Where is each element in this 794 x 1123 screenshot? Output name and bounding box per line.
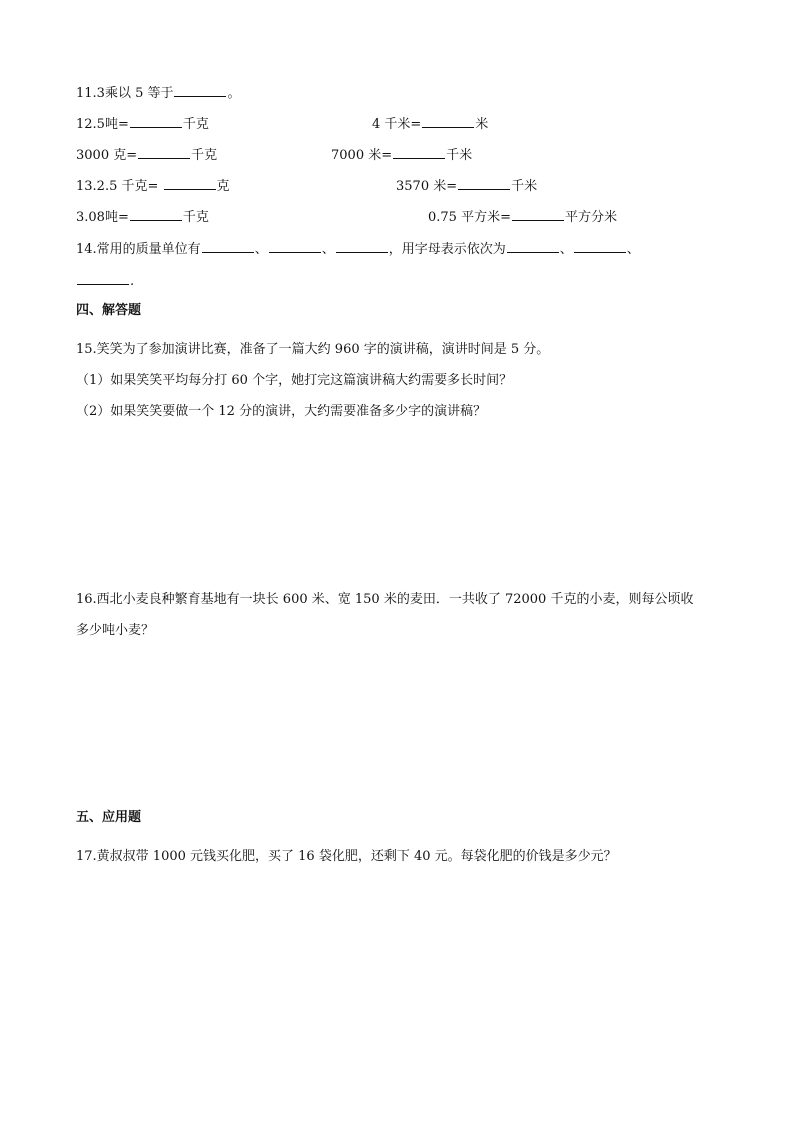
q13-right-prompt: 3570 米= — [396, 179, 458, 194]
q14-intro: 14.常用的质量单位有 — [76, 242, 201, 257]
question-12-line2-left — [76, 146, 217, 165]
question-12-line2-right — [331, 146, 472, 165]
answer-blank[interactable] — [130, 208, 182, 221]
question-13-left — [76, 177, 230, 196]
answer-blank[interactable] — [574, 240, 626, 253]
question-11 — [76, 84, 241, 103]
question-13-line2-left — [76, 208, 209, 227]
question-15-part1: （1）如果笑笑平均每分打 60 个字，她打完这篇演讲稿大约需要多长时间？ — [76, 373, 513, 388]
q12-l2-left-prompt: 3000 克= — [76, 148, 138, 163]
q13-l2-right-unit: 平方分米 — [564, 210, 617, 225]
answer-blank[interactable] — [512, 208, 564, 221]
answer-blank[interactable] — [393, 146, 445, 159]
q14-sep: 、 — [321, 242, 335, 257]
answer-blank[interactable] — [269, 240, 321, 253]
answer-blank[interactable] — [202, 240, 254, 253]
q13-l2-left-prompt: 3.08吨= — [76, 210, 129, 225]
section-5-title: 五、应用题 — [76, 810, 142, 825]
q12-left-unit: 千克 — [182, 117, 209, 132]
answer-blank[interactable] — [174, 84, 226, 97]
q12-right-unit: 米 — [475, 117, 489, 132]
q14-sep: 、 — [254, 242, 268, 257]
question-16-line1: 16.西北小麦良种繁育基地有一块长 600 米、宽 150 米的麦田．一共收了 72000 千克的小麦，则每公顷收 — [76, 592, 694, 607]
q13-right-unit: 千米 — [511, 179, 538, 194]
q14-mid: ，用字母表示依次为 — [388, 242, 506, 257]
q14-sep: 、 — [626, 242, 640, 257]
question-17: 17.黄叔叔带 1000 元钱买化肥，买了 16 袋化肥，还剩下 40 元。每袋化肥的价钱是多少元？ — [76, 849, 617, 864]
q13-l2-right-prompt: 0.75 平方米= — [428, 210, 511, 225]
question-12-right — [372, 115, 488, 134]
question-14 — [76, 240, 640, 259]
answer-blank[interactable] — [458, 177, 510, 190]
q14-end: . — [130, 274, 135, 289]
q12-left-prompt: 12.5吨= — [76, 117, 129, 132]
answer-blank[interactable] — [422, 115, 474, 128]
answer-blank[interactable] — [138, 146, 190, 159]
q12-l2-right-unit: 千米 — [446, 148, 473, 163]
q13-l2-left-unit: 千克 — [182, 210, 209, 225]
question-15-part2: （2）如果笑笑要做一个 12 分的演讲，大约需要准备多少字的演讲稿？ — [76, 404, 487, 419]
question-14-line2 — [76, 272, 134, 291]
q12-l2-right-prompt: 7000 米= — [331, 148, 393, 163]
question-13-right — [396, 177, 537, 196]
question-15: 15.笑笑为了参加演讲比赛，准备了一篇大约 960 字的演讲稿，演讲时间是 5 分。 — [76, 342, 550, 357]
q13-left-unit: 克 — [216, 179, 230, 194]
q12-right-prompt: 4 千米= — [372, 117, 422, 132]
q14-sep: 、 — [559, 242, 573, 257]
q13-left-prompt: 13.2.5 千克= — [76, 179, 159, 194]
q12-l2-left-unit: 千克 — [191, 148, 218, 163]
answer-blank[interactable] — [77, 272, 129, 285]
answer-blank[interactable] — [164, 177, 216, 190]
answer-blank[interactable] — [507, 240, 559, 253]
question-13-line2-right — [428, 208, 617, 227]
section-4-title: 四、解答题 — [76, 303, 142, 318]
answer-blank[interactable] — [336, 240, 388, 253]
answer-blank[interactable] — [130, 115, 182, 128]
q11-end: 。 — [227, 86, 241, 101]
q11-text: 11.3乘以 5 等于 — [76, 86, 174, 101]
question-16-line2: 多少吨小麦？ — [76, 623, 155, 638]
question-12-left — [76, 115, 209, 134]
